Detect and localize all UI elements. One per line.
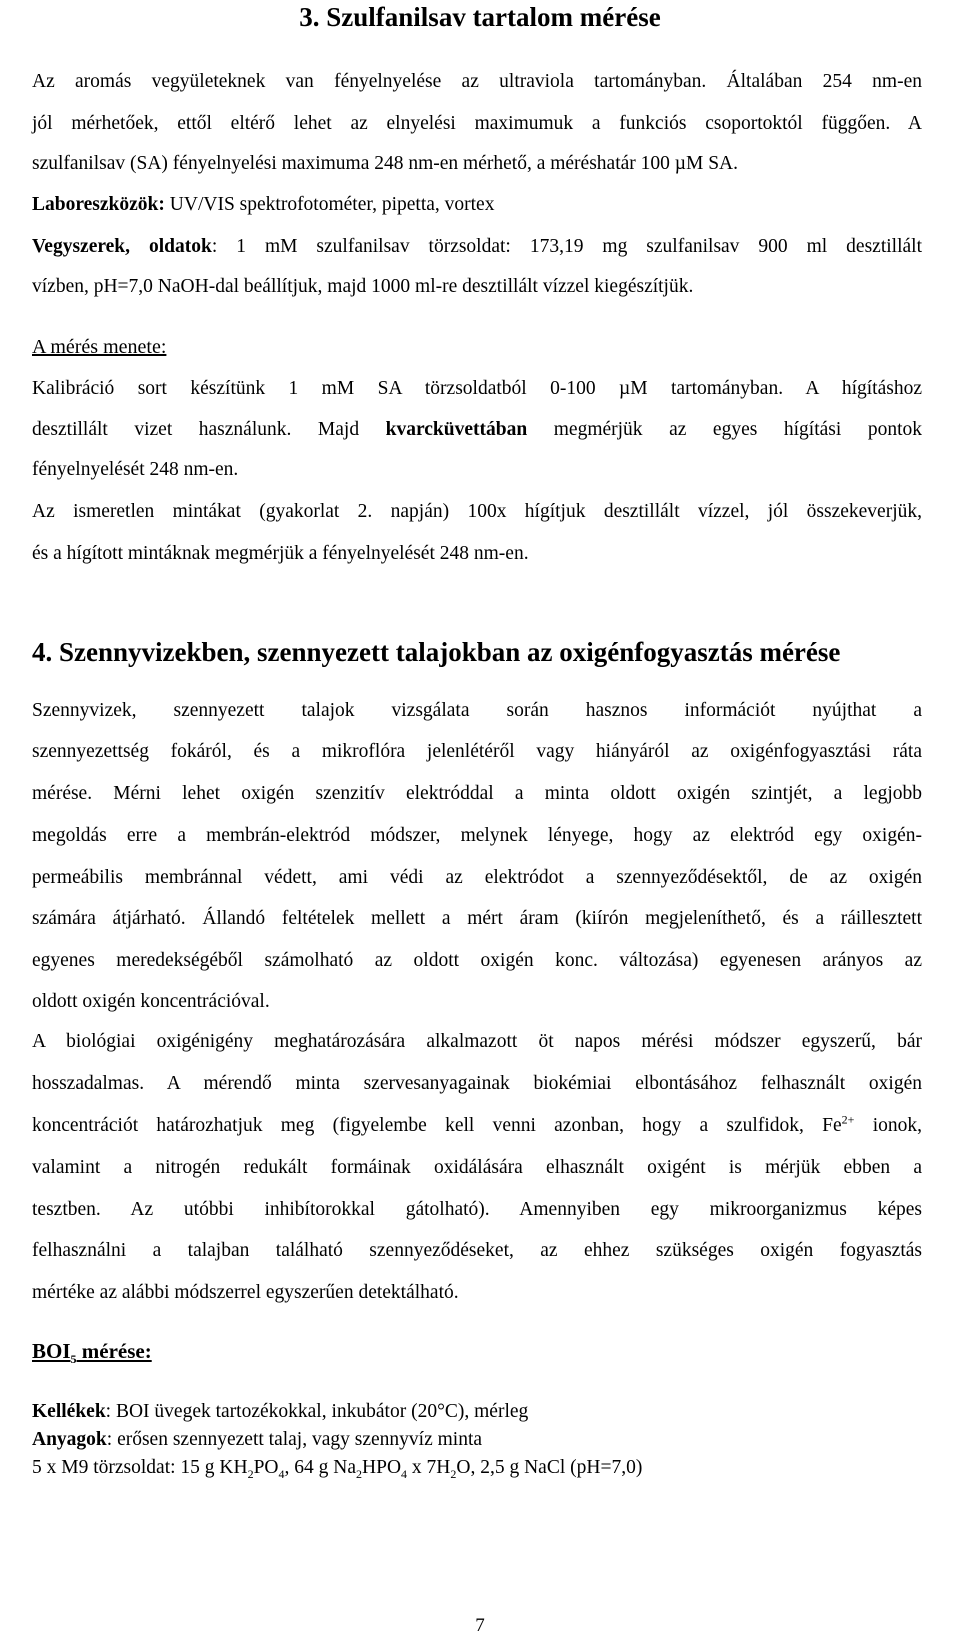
method-text: desztillált vizet használunk. Majd: [32, 419, 386, 440]
method-text: megmérjük az egyes hígítási pontok: [527, 419, 922, 440]
method-line: fényelnyelését 248 nm-en.: [32, 459, 239, 480]
method-line: [32, 416, 922, 444]
labor-equipment-text: UV/VIS spektrofotométer, pipetta, vortex: [164, 194, 495, 215]
kellekek-text: : BOI üvegek tartozékokkal, inkubátor (20°C), mérleg: [105, 1401, 529, 1422]
para-2-text: koncentrációt határozhatjuk meg (figyelembe kell venni azonban, hogy a szulfidok, Fe: [32, 1115, 842, 1136]
reagents-line: vízben, pH=7,0 NaOH-dal beállítjuk, majd 1000 ml-re desztillált vízzel kiegészítjük.: [32, 276, 694, 297]
anyagok-text: : erősen szennyezett talaj, vagy szennyvíz minta: [106, 1429, 483, 1450]
section-3-title: 3. Szulfanilsav tartalom mérése: [299, 2, 661, 32]
section-4-para-2-line: tesztben. Az utóbbi inhibítorokkal gátolható). Amennyiben egy mikroorganizmus képes: [32, 1199, 922, 1220]
method-heading: [32, 333, 922, 361]
section-4-para-1-line: szennyezettség fokáról, és a mikroflóra jelenlétéről vagy hiányáról az oxigénfogyasztási ráta: [32, 741, 922, 762]
boi5-heading-text: BOI: [32, 1339, 71, 1363]
m9-subscript: 2: [450, 1466, 457, 1481]
unknown-sample-line: és a hígított mintáknak megmérjük a fényelnyelését 248 nm-en.: [32, 543, 529, 564]
m9-subscript: 4: [401, 1466, 408, 1481]
m9-text: , 64 g Na: [284, 1457, 357, 1478]
method-heading-text: A mérés menete:: [32, 336, 167, 358]
boi5-heading-subscript: 5: [70, 1352, 77, 1367]
section-4-para-1-line: megoldás erre a membrán-elektród módszer, melynek lényege, hogy az elektród egy oxigén-: [32, 825, 922, 846]
boi5-heading: [32, 1337, 922, 1365]
section-4-para-1-line: oldott oxigén koncentrációval.: [32, 991, 270, 1012]
section-4-para-1-line: permeábilis membránnal védett, ami védi az elektródot a szennyeződésektől, de az oxigén: [32, 867, 922, 888]
section-4-para-2-line: felhasználni a talajban található szennyeződéseket, az ehhez szükséges oxigén fogyasztás: [32, 1240, 922, 1261]
para-2-text: ionok,: [854, 1115, 922, 1136]
section-4-para-1-line: Szennyvizek, szennyezett talajok vizsgálata során hasznos információt nyújthat a: [32, 700, 922, 721]
section-3-intro-line: jól mérhetőek, ettől eltérő lehet az elnyelési maximumuk a funkciós csoportoktól függően. A: [32, 113, 922, 134]
section-4-para-1-line: számára átjárható. Állandó feltételek mellett a mért áram (kiírón megjeleníthető, és a ráillesztett: [32, 908, 922, 929]
m9-text: 5 x M9 törzsoldat: 15 g KH: [32, 1457, 248, 1478]
boi5-heading-text: mérése:: [76, 1339, 152, 1363]
section-4-para-2-line: [32, 1112, 922, 1140]
reagents-line: [32, 233, 922, 261]
method-line: Kalibráció sort készítünk 1 mM SA törzsoldatból 0-100 µM tartományban. A hígításhoz: [32, 378, 922, 399]
m9-text: x 7H: [407, 1457, 451, 1478]
m9-subscript: 4: [278, 1466, 285, 1481]
section-4-para-2-line: mértéke az alábbi módszerrel egyszerűen detektálható.: [32, 1282, 459, 1303]
section-3-intro-line: Az aromás vegyületeknek van fényelnyelése az ultraviola tartományban. Általában 254 nm-en: [32, 71, 922, 92]
section-4-para-1-line: mérése. Mérni lehet oxigén szenzitív elektróddal a minta oldott oxigén szintjét, a legjobb: [32, 783, 922, 804]
page-number: 7: [475, 1615, 485, 1636]
kellekek-line: [32, 1398, 922, 1426]
iron-charge-superscript: 2+: [841, 1112, 855, 1127]
method-bold-term: kvarcküvettában: [385, 419, 528, 440]
labor-equipment-label: Laboreszközök:: [32, 194, 165, 215]
anyagok-line: [32, 1426, 922, 1454]
anyagok-label: Anyagok: [32, 1429, 107, 1450]
section-4-title: 4. Szennyvizekben, szennyezett talajokban az oxigénfogyasztás mérése: [32, 637, 841, 667]
m9-text: PO: [253, 1457, 279, 1478]
m9-stock-line: [32, 1454, 922, 1482]
m9-subscript: 2: [356, 1466, 363, 1481]
section-4-para-2-line: hosszadalmas. A mérendő minta szervesanyagainak biokémiai elbontásához felhasznált oxigén: [32, 1073, 922, 1094]
reagents-text: : 1 mM szulfanilsav törzsoldat: 173,19 mg szulfanilsav 900 ml desztillált: [211, 236, 922, 257]
section-4-para-2-line: valamint a nitrogén redukált formáinak oxidálására elhasznált oxigént is mérjük ebben a: [32, 1157, 922, 1178]
section-3-intro-line: szulfanilsav (SA) fényelnyelési maximuma 248 nm-en mérhető, a méréshatár 100 µM SA.: [32, 153, 739, 174]
unknown-sample-line: Az ismeretlen mintákat (gyakorlat 2. napján) 100x hígítjuk desztillált vízzel, jól összekeverjük,: [32, 501, 922, 522]
reagents-label: Vegyszerek, oldatok: [32, 236, 212, 257]
kellekek-label: Kellékek: [32, 1401, 106, 1422]
section-4-para-2-line: A biológiai oxigénigény meghatározására alkalmazott öt napos mérési módszer egyszerű, bár: [32, 1031, 922, 1052]
section-4-para-1-line: egyenes meredekségéből számolható az oldott oxigén konc. változása) egyenesen arányos az: [32, 950, 922, 971]
m9-text: O, 2,5 g NaCl (pH=7,0): [456, 1457, 643, 1478]
labor-equipment-line: [32, 191, 922, 219]
m9-subscript: 2: [247, 1466, 254, 1481]
m9-text: HPO: [362, 1457, 402, 1478]
